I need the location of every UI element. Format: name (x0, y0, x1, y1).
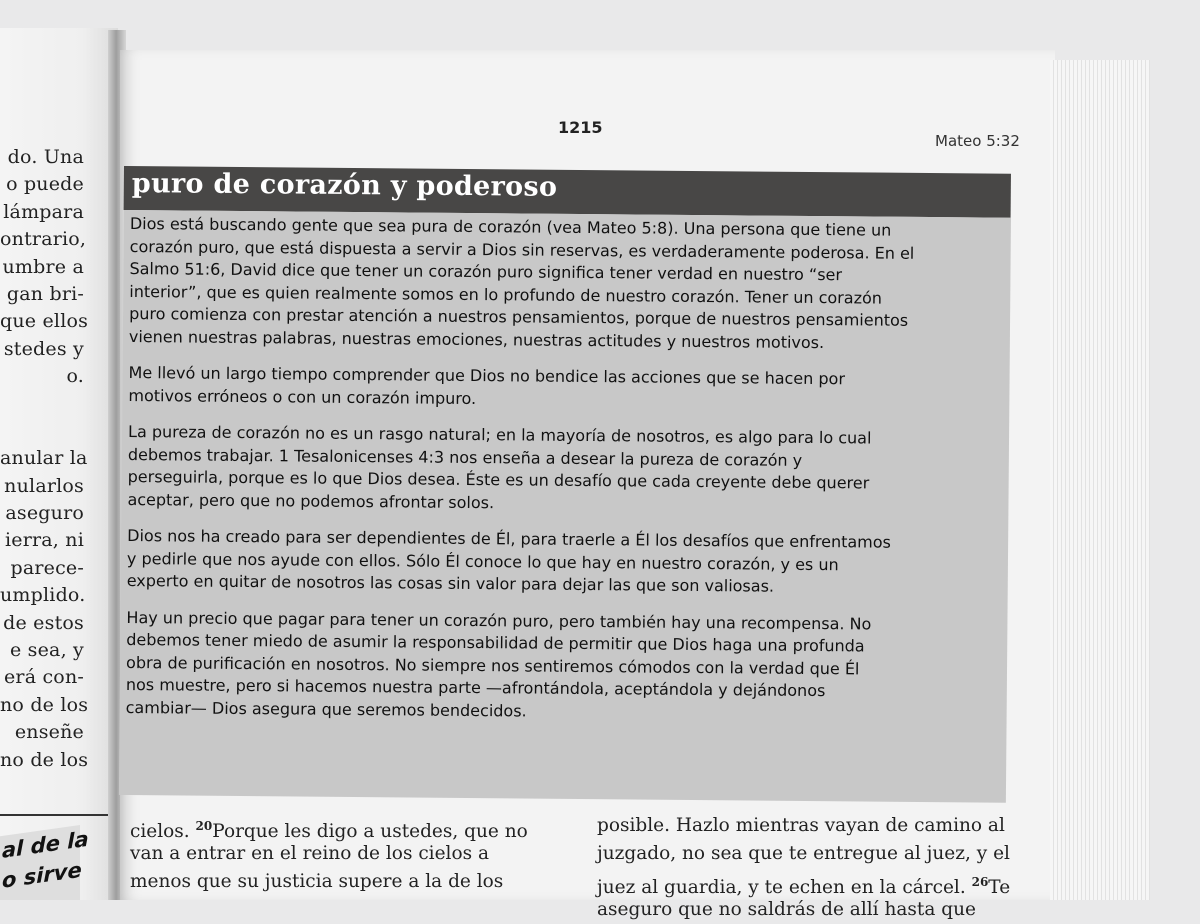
previous-page-line: no de los (0, 748, 89, 771)
feature-paragraph (128, 362, 1008, 415)
verse-number: 26 (971, 875, 989, 889)
previous-page-line: o puede (6, 173, 84, 196)
scripture-column-right (597, 812, 1037, 924)
scripture-column-left (130, 812, 570, 896)
feature-line: La pureza de corazón no es un rasgo natural; en la mayoría de nosotros, es algo para lo cual (128, 421, 872, 448)
feature-line: debemos tener miedo de asumir la responsabilidad de permitir que Dios haga una profunda (126, 629, 865, 656)
previous-page-line: aseguro (5, 502, 84, 525)
previous-page-line: lámpara (3, 200, 84, 223)
previous-page-line: nularlos (4, 474, 84, 497)
previous-page-line: stedes y (3, 337, 84, 360)
feature-text (126, 213, 1010, 727)
feature-line: Me llevó un largo tiempo comprender que Dios no bendice las acciones que se hacen por (128, 362, 846, 389)
previous-page-line: gan bri- (6, 282, 84, 305)
previous-page-line: ontrario, (0, 228, 87, 251)
feature-line: interior”, que es quien realmente somos en lo profundo de nuestro corazón. Tener un corazón (129, 281, 883, 308)
feature-paragraph (126, 606, 1007, 726)
feature-line: Dios está buscando gente que sea pura de corazón (vea Mateo 5:8). Una persona que tiene un (129, 213, 892, 240)
previous-page-line (0, 393, 118, 420)
feature-line: vienen nuestras palabras, nuestras emociones, nuestras actitudes y nuestros motivos. (128, 326, 825, 352)
previous-page-line: e sea, y (9, 639, 84, 662)
feature-line: Salmo 51:6, David dice que tener un corazón puro significa tener verdad en nuestro “ser (129, 258, 843, 285)
feature-line: cambiar— Dios asegura que seremos bendecidos. (125, 697, 527, 720)
feature-title: puro de corazón y poderoso (131, 168, 558, 203)
feature-line: obra de purificación en nosotros. No siempre nos sentiremos cómodos con la verdad que Él (125, 652, 860, 678)
previous-page-line: do. Una (7, 146, 84, 168)
previous-page-feature-title: o sirve (2, 857, 82, 893)
feature-paragraph (127, 421, 1008, 519)
feature-line: perseguirla, porque es lo que Dios desea. Éste es un desafío que cada creyente debe querer (127, 466, 870, 493)
scripture-line: menos que su justicia supere a la de los (130, 871, 504, 892)
previous-page-line: umbre a (2, 255, 84, 278)
feature-line: puro comienza con prestar atención a nuestros pensamientos, porque de nuestros pensamientos (129, 303, 909, 330)
running-head: Mateo 5:32 (935, 132, 1020, 150)
previous-page-line: anular la (0, 447, 88, 470)
feature-line: corazón puro, que está dispuesta a servir a Dios sin reservas, es verdaderamente poderosa. En el (129, 236, 915, 263)
scripture-line: aseguro que no saldrás de allí hasta que (597, 899, 976, 920)
feature-line: motivos erróneos o con un corazón impuro. (128, 385, 477, 408)
previous-page-line: erá con- (3, 666, 84, 689)
previous-page-line: umplido. (0, 584, 86, 607)
previous-page-feature-box (0, 825, 89, 900)
page-edges (1050, 60, 1150, 900)
previous-page-line (0, 420, 118, 447)
previous-page-line: de estos (3, 611, 84, 634)
feature-paragraph (129, 213, 1010, 356)
scripture-line: posible. Hazlo mientras vayan de camino al (597, 815, 1005, 836)
scripture-line: juez al guardia, y te echen en la cárcel. $^{26}$Te (597, 875, 1011, 899)
previous-page-line: o. (66, 365, 84, 388)
feature-line: aceptar, pero que no podemos afrontar solos. (127, 489, 495, 512)
feature-paragraph (127, 525, 1008, 600)
feature-line: Dios nos ha creado para ser dependientes de Él, para traerle a Él los desafíos que enfrentamos (127, 525, 892, 552)
previous-page-line: que ellos (0, 310, 89, 333)
feature-line: experto en quitar de nosotros las cosas sin valor para dejar las que son valiosas. (126, 570, 775, 596)
scripture-line: van a entrar en el reino de los cielos a (130, 843, 489, 864)
previous-page-text (0, 146, 118, 776)
previous-page-divider (0, 814, 118, 816)
previous-page-line: ierra, ni (4, 529, 84, 552)
feature-title-bar (124, 166, 1011, 218)
page-number: 1215 (558, 118, 603, 137)
previous-page-line: no de los (0, 693, 89, 716)
previous-page-feature-title: al de la (2, 826, 89, 863)
previous-page (0, 28, 118, 900)
feature-line: debemos trabajar. 1 Tesalonicenses 4:3 nos enseña a desear la pureza de corazón y (127, 444, 803, 470)
feature-line: Hay un precio que pagar para tener un corazón puro, pero también hay una recompensa. No (126, 607, 872, 633)
previous-page-line: enseñe (14, 721, 84, 744)
scripture-line: juzgado, no sea que te entregue al juez, y el (597, 843, 1010, 864)
previous-page-line: parece- (10, 556, 84, 579)
verse-number: 20 (195, 819, 213, 833)
scripture-line: cielos. $^{20}$Porque les digo a ustedes, que no (130, 819, 528, 843)
feature-line: y pedirle que nos ayude con ellos. Sólo Él conoce lo que hay en nuestro corazón, y es un (126, 548, 839, 574)
feature-line: nos muestre, pero si hacemos nuestra parte —afrontándola, aceptándola y dejándonos (125, 674, 826, 701)
